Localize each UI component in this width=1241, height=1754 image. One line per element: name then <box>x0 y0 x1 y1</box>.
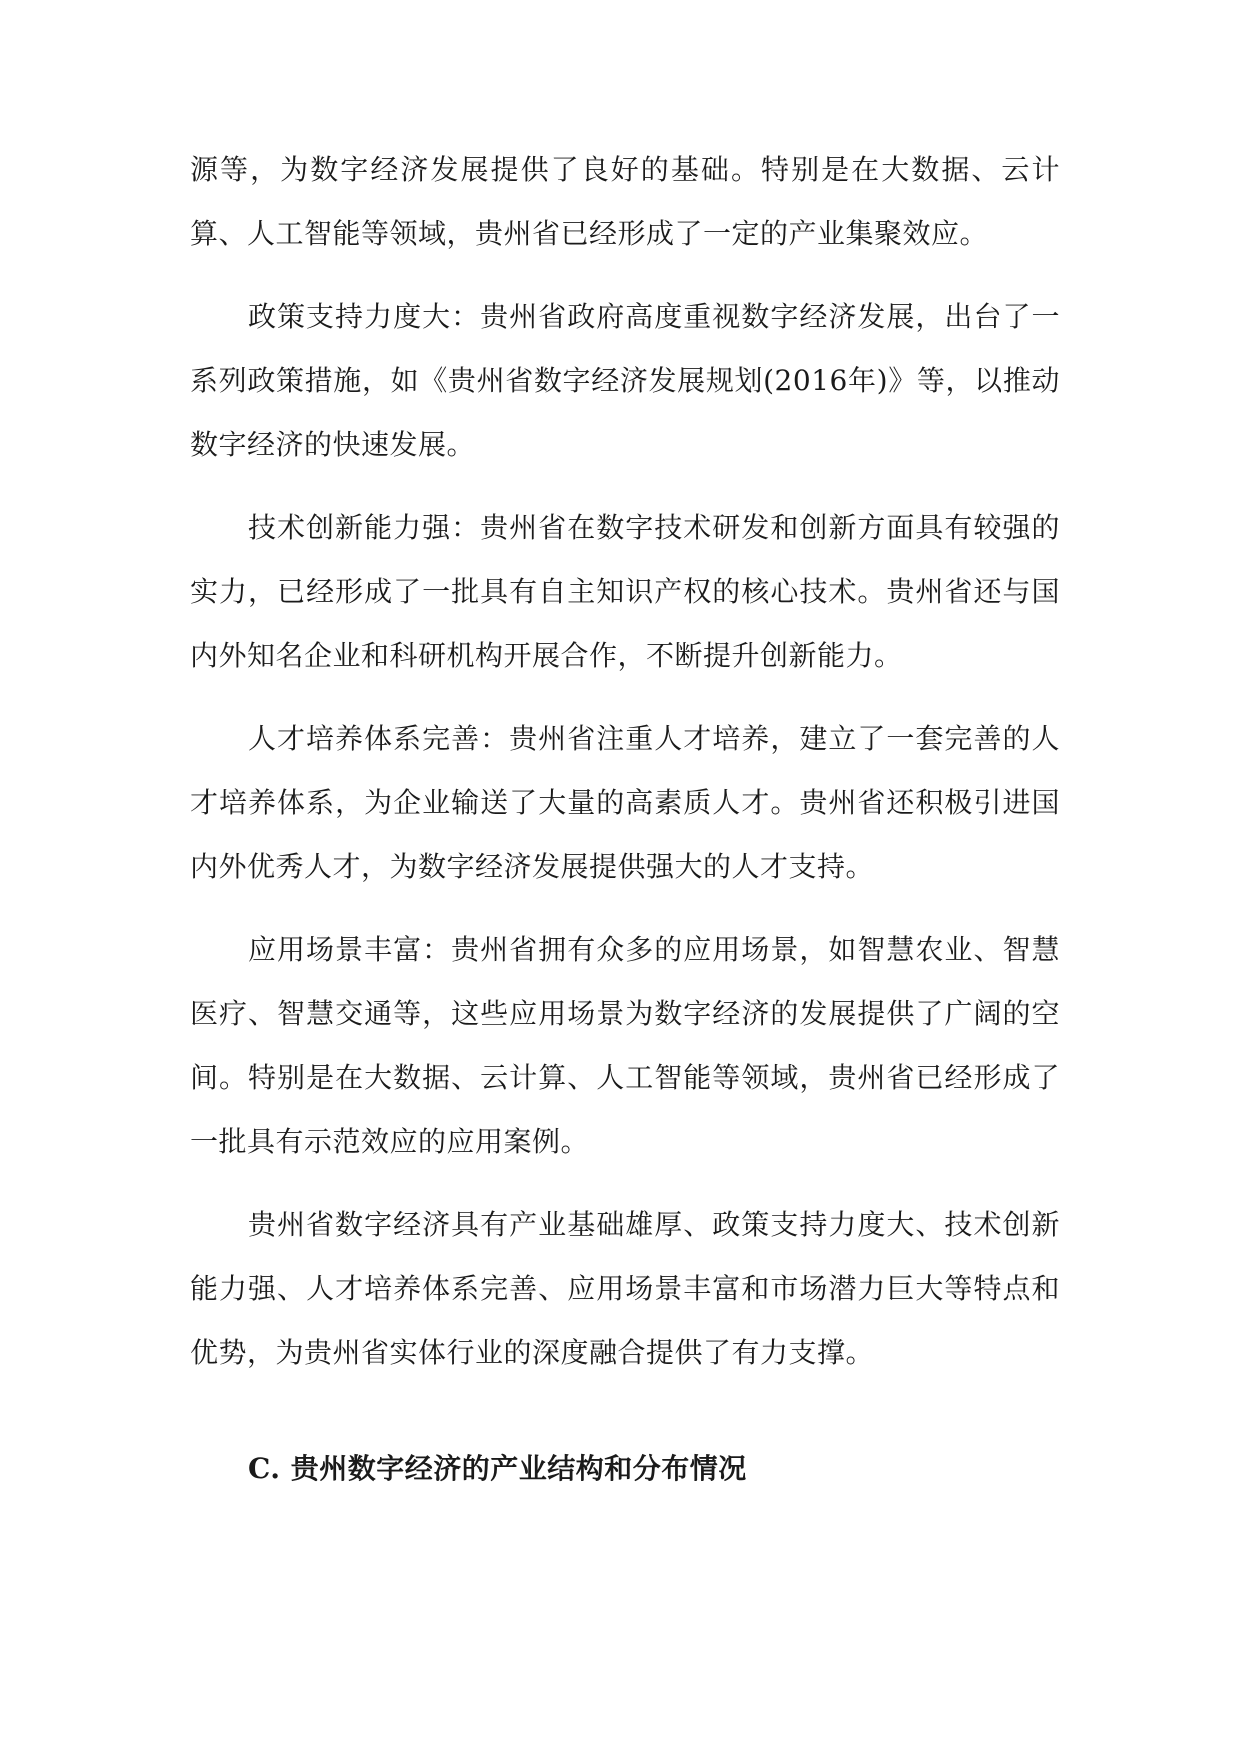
paragraph-tech-innovation: 技术创新能力强：贵州省在数字技术研发和创新方面具有较强的实力，已经形成了一批具有自主知识产权的核心技术。贵州省还与国内外知名企业和科研机构开展合作，不断提升创新能力。 <box>190 511 1060 672</box>
paragraph-policy-support: 政策支持力度大：贵州省政府高度重视数字经济发展，出台了一系列政策措施，如《贵州省数字经济发展规划(2016年)》等，以推动数字经济的快速发展。 <box>190 300 1060 461</box>
paragraph-talent-training: 人才培养体系完善：贵州省注重人才培养，建立了一套完善的人才培养体系，为企业输送了大量的高素质人才。贵州省还积极引进国内外优秀人才，为数字经济发展提供强大的人才支持。 <box>190 722 1060 883</box>
section-heading: C. 贵州数字经济的产业结构和分布情况 <box>248 1452 747 1485</box>
body-text <box>190 138 1060 1489</box>
paragraph-application-scenarios: 应用场景丰富：贵州省拥有众多的应用场景，如智慧农业、智慧医疗、智慧交通等，这些应用场景为数字经济的发展提供了广阔的空间。特别是在大数据、云计算、人工智能等领域，贵州省已经形成了一批具有示范效应的应用案例。 <box>190 933 1060 1158</box>
paragraph-summary: 贵州省数字经济具有产业基础雄厚、政策支持力度大、技术创新能力强、人才培养体系完善、应用场景丰富和市场潜力巨大等特点和优势，为贵州省实体行业的深度融合提供了有力支撑。 <box>190 1208 1060 1369</box>
paragraph-continued: 源等，为数字经济发展提供了良好的基础。特别是在大数据、云计算、人工智能等领域，贵州省已经形成了一定的产业集聚效应。 <box>190 153 1060 250</box>
